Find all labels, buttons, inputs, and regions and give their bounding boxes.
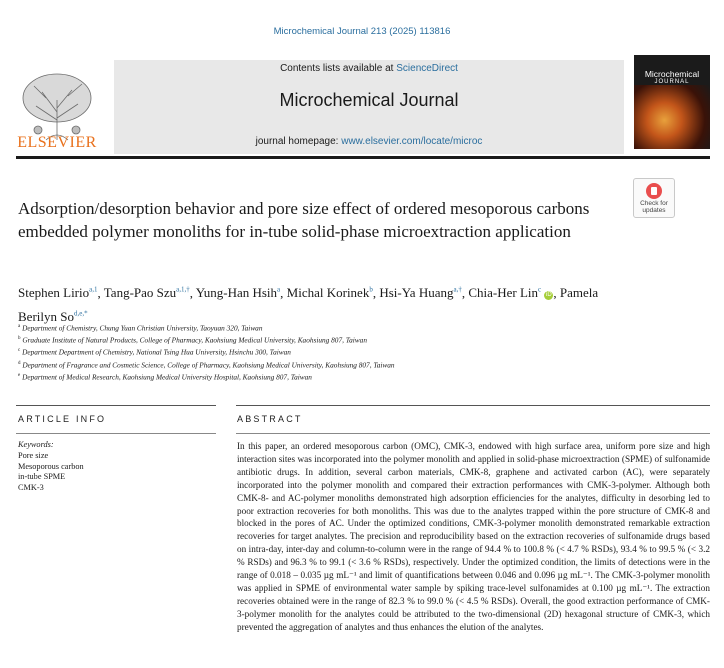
author[interactable]: Tang-Pao Szu$^{a,1,\dagger}$	[103, 285, 190, 301]
affiliation: $^c$ Department Department of Chemistry, National Tsing Hua University, Hsinchu 300, Taiwan	[18, 347, 291, 357]
homepage-prefix: journal homepage:	[255, 136, 342, 147]
affiliation: $^a$ Department of Chemistry, Chung Yuan Christian University, Taoyuan 320, Taiwan	[18, 323, 263, 333]
contents-prefix: Contents lists available at	[280, 63, 397, 74]
contents-line	[114, 63, 624, 74]
homepage-link[interactable]: www.elsevier.com/locate/microc	[341, 136, 483, 147]
author-list: Stephen Lirio$^{a,1}$, Tang-Pao Szu$^{a,1,\dagger}$, Yung-Han Hsih$^a$, Michal Korinek$^b$, Hsi-Ya Huang$^{a,\dagger}$, Chia-Her Lin$^c$ iD , Pamela Berilyn $So^{d,e,*}$	[18, 285, 599, 324]
bookmark-icon	[646, 183, 662, 199]
article-title: Adsorption/desorption behavior and pore size effect of ordered mesoporous carbons embedded polymer monoliths for in-tube solid-phase microextraction application	[18, 199, 590, 241]
keywords-block	[18, 440, 208, 494]
check-updates-label: Check for updates	[640, 200, 668, 214]
keywords-label: Keywords:	[18, 440, 54, 449]
cover-title-line2: JOURNAL	[654, 78, 690, 85]
cover-title	[634, 70, 710, 85]
cover-title-line1: Microchemical	[644, 69, 700, 79]
orcid-icon[interactable]: iD	[546, 292, 552, 299]
journal-homepage	[114, 136, 624, 147]
cover-art	[634, 85, 710, 149]
affiliations	[18, 322, 618, 383]
check-for-updates-button[interactable]	[633, 178, 675, 218]
keyword: Mesoporous carbon	[18, 461, 84, 471]
journal-cover-image[interactable]	[634, 55, 710, 149]
author[interactable]: Yung-Han Hsih$^a$	[195, 285, 281, 301]
author[interactable]: Stephen Lirio$^{a,1}$	[18, 285, 98, 301]
section-divider	[16, 433, 216, 434]
affiliation: $^d$ Department of Fragrance and Cosmetic Science, College of Pharmacy, Kaohsiung Medical University, Kaohsiung 807, Taiwan	[18, 360, 395, 370]
section-divider	[236, 433, 710, 434]
author[interactable]: Michal Korinek$^b$	[286, 285, 373, 301]
affiliation: $^b$ Graduate Institute of Natural Products, College of Pharmacy, Kaohsiung Medical University, Kaohsiung 807, Taiwan	[18, 335, 367, 345]
author[interactable]: Chia-Her Lin$^c$	[468, 285, 542, 301]
journal-citation: Microchemical Journal 213 (2025) 113816	[273, 26, 451, 37]
keyword: CMK-3	[18, 483, 44, 493]
author[interactable]: Pamela Berilyn $So^{d,e,*}$	[18, 285, 599, 324]
publisher-name: ELSEVIER	[17, 134, 97, 151]
abstract-heading: ABSTRACT	[237, 414, 303, 424]
affiliation: $^e$ Department of Medical Research, Kaohsiung Medical University Hospital, Kaohsiung 807, Taiwan	[18, 372, 312, 382]
article-info-heading: ARTICLE INFO	[18, 414, 107, 424]
keyword: in-tube SPME	[18, 472, 66, 482]
sciencedirect-link[interactable]: ScienceDirect	[396, 63, 458, 74]
abstract-text: In this paper, an ordered mesoporous carbon (OMC), CMK-3, endowed with high surface area, uniform pore size and high interaction sites was incorporated into the polymer monolith and applied in solid-phase microextraction (SPME) of sulfonamide antibiotic drugs. In addition, several carbon materials, CMK-8, graphene and activated carbon (AC), were separately incorporated into the polymer monolith and compared their extraction performances with CMK-3-polymer. Although both CMK-8- and AC-polymer monoliths demonstrated high adsorption efficiencies for the analytes, difficulty in desorbing led to poor extraction recoveries for both monoliths. This was due to the analytes trapped within the pore structure of CMK-8 and blocked in the pores of AC. Under the optimized conditions, CMK-3-polymer monolith demonstrated remarkable extraction recoveries for target analytes. The precision and reproducibility based on the extraction recoveries of sulfonamide drugs based on intra-day, inter-day and column-to-column were in the range of 94.4 % to 100.8 % (< 4.7 % RSDs), 93.4 % to 99.5 % (< 3.2 % RSDs) and 96.3 % to 99.1 (< 3.6 % RSDs), respectively. Under the optimized condition, the limits of detections were in the range of 0.018 – 0.035 µg mL⁻¹ and limit of quantifications between 0.046 and 0.096 µg mL⁻¹. The CMK-3-polymer monolith was applied in SPME of environmental water sample by spiking trace-level sulfonamides at 0.100 µg mL⁻¹. The extraction recoveries obtained were in the range of 82.3 % to 99.0 % (< 4.5 % RSDs). Overall, the good extraction performance of CMK-3-polymer monolith for the analytes could be attributed to the two-dimensional (2D) hexagonal structure of CMK-3, which prevented the aggregation of analytes and thus enhances the elution of the analytes.	[237, 441, 710, 632]
section-divider	[16, 405, 216, 406]
section-divider	[236, 405, 710, 406]
header-divider	[16, 156, 710, 159]
keyword: Pore size	[18, 450, 49, 460]
journal-title: Microchemical Journal	[279, 90, 459, 110]
author[interactable]: Hsi-Ya Huang$^{a,\dagger}$	[379, 285, 462, 301]
